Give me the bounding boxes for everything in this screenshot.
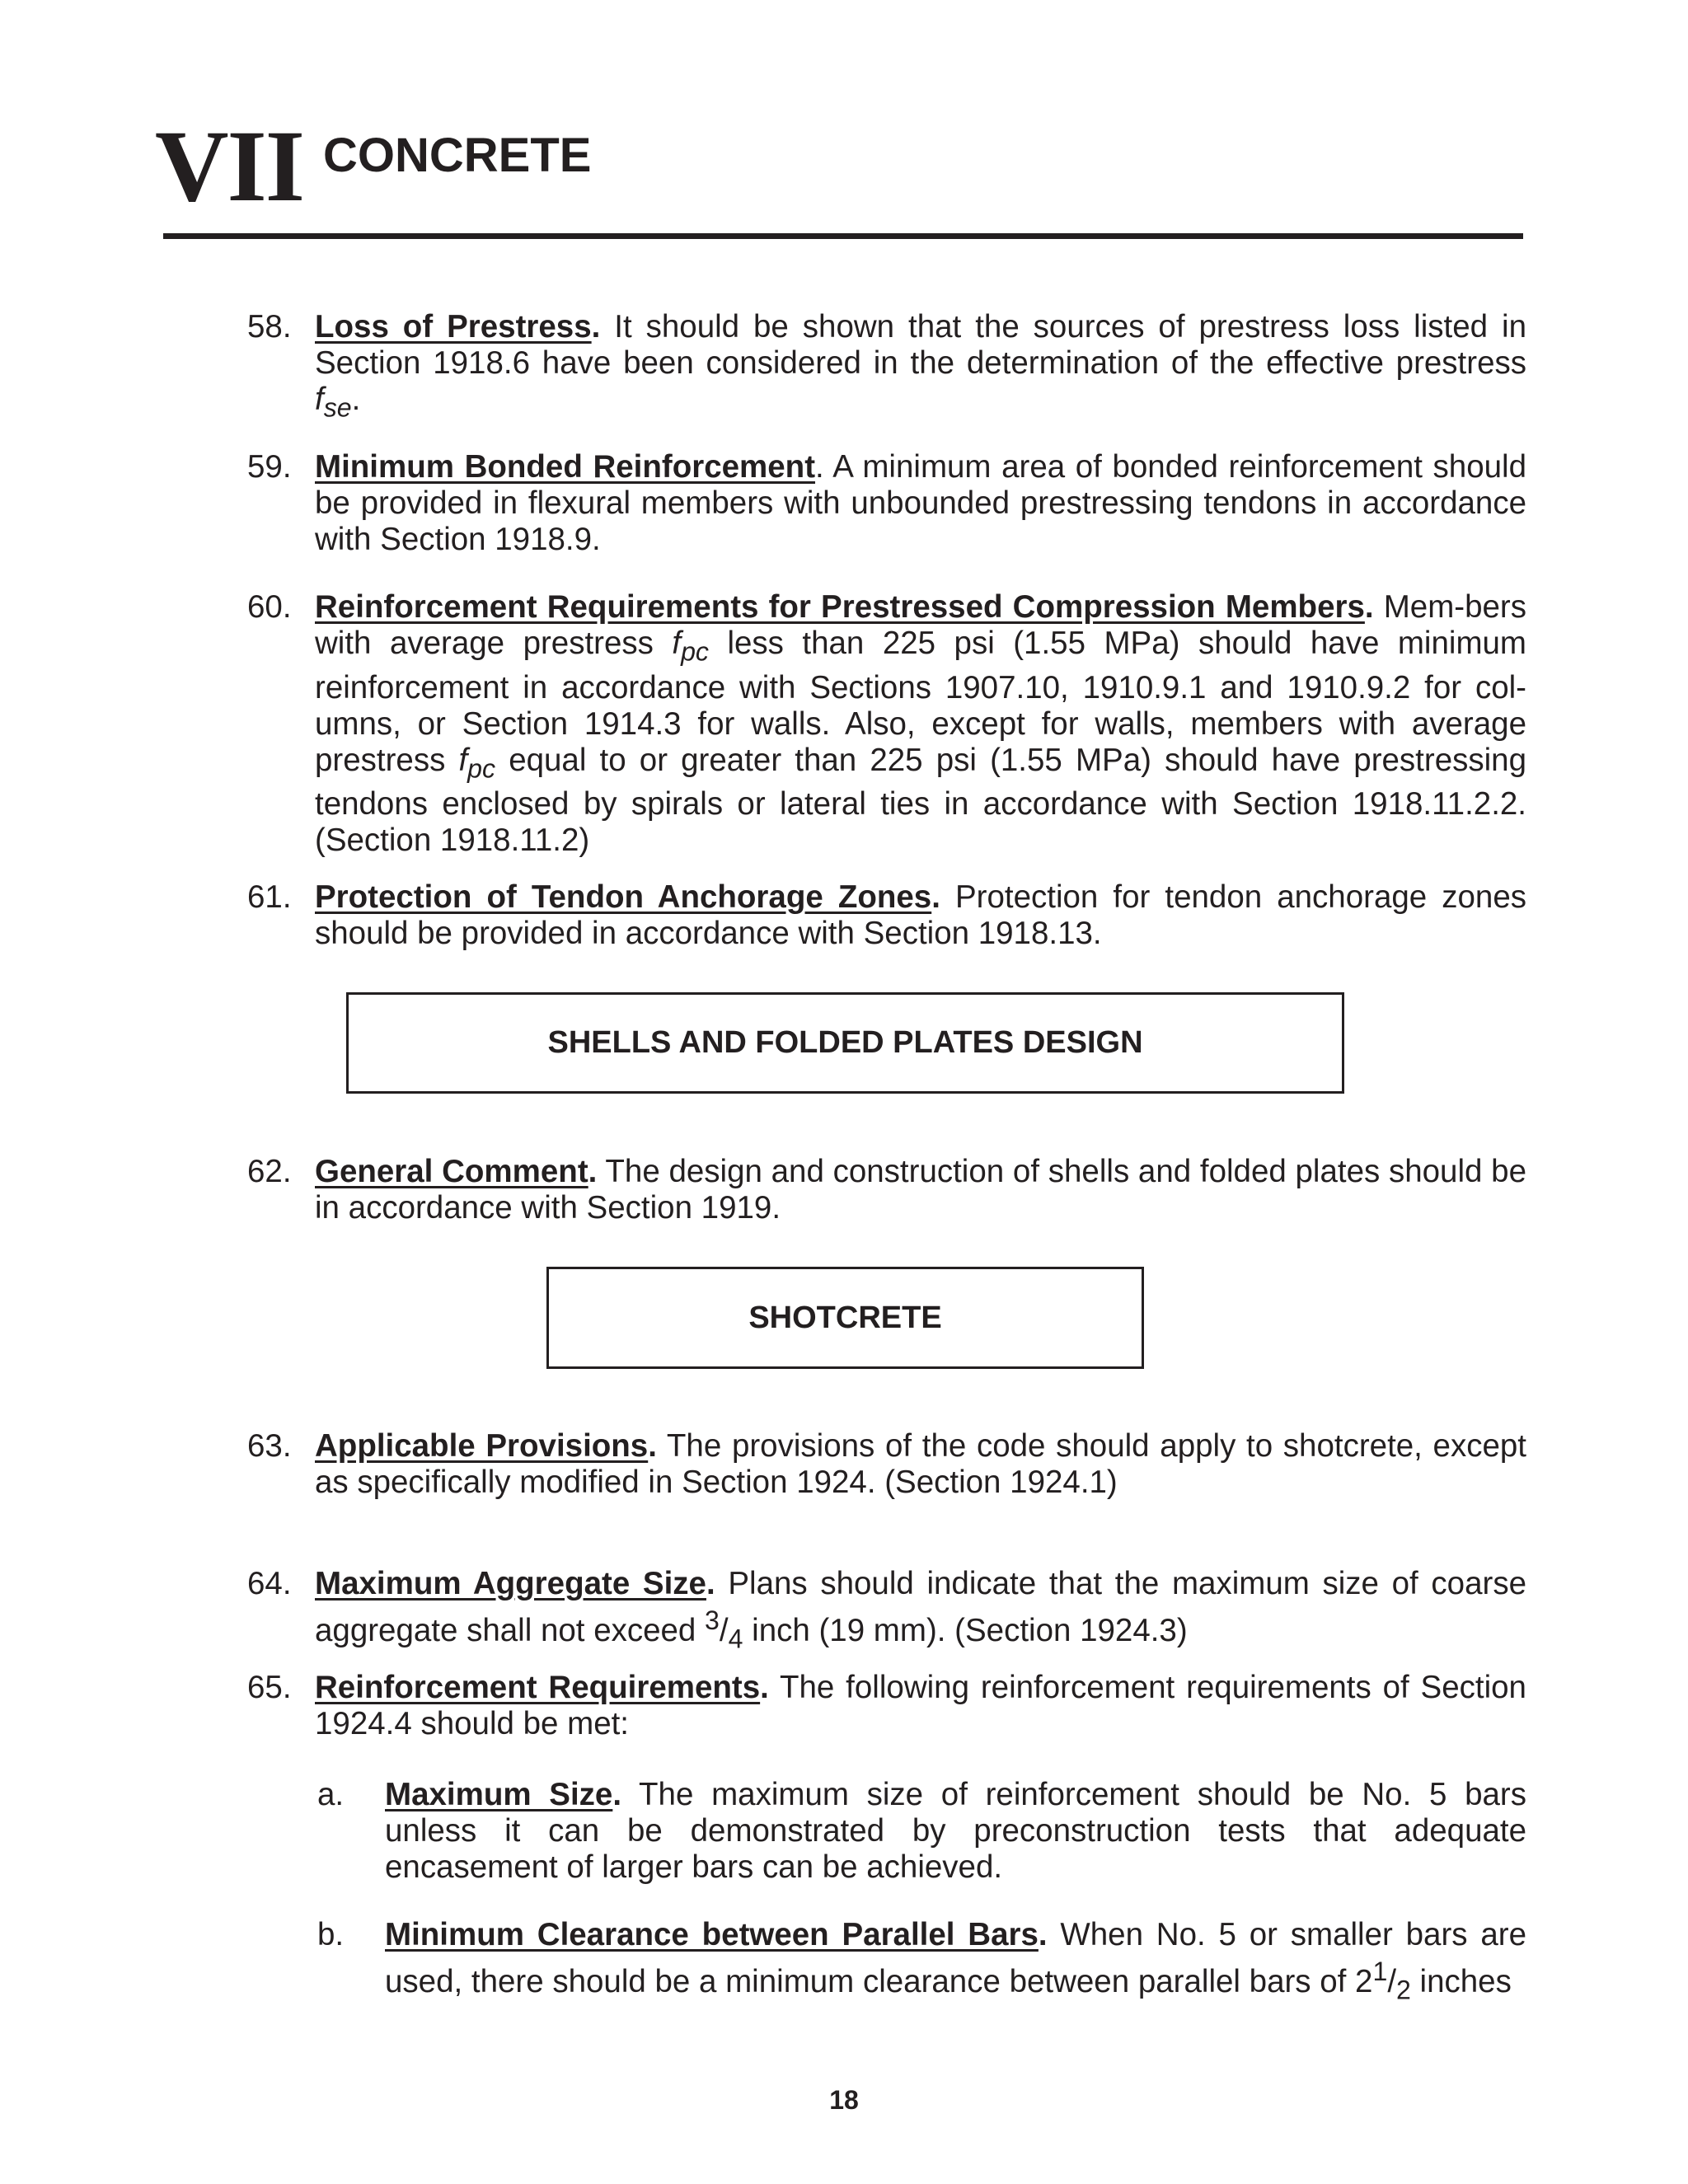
chapter-number: VII — [155, 110, 304, 223]
item-heading: General Comment — [315, 1154, 588, 1189]
subitem-b: b. Minimum Clearance between Parallel Bars. When No. 5 or smaller bars are used, there should be a minimum clearance between parallel bars of $2^1/_2$ inches — [317, 1917, 1526, 2005]
symbol-subscript: se — [323, 392, 352, 423]
item-61: 61. Protection of Tendon Anchorage Zones. Protection for tendon anchorage zones should be provided in accordance with Section 1918.13. — [247, 879, 1526, 951]
page-number: 18 — [829, 2085, 859, 2115]
subitem-heading: Maximum Size — [385, 1777, 613, 1812]
fraction-numerator: 3 — [705, 1605, 720, 1635]
subitem-letter: b. — [317, 1917, 345, 1952]
section-box-shells — [346, 992, 1344, 1094]
item-number: 62. — [247, 1154, 292, 1189]
item-body: Plans should indicate that the maximum size of coarse aggregate shall not exceed — [315, 1566, 1526, 1648]
item-heading: Applicable Provisions — [315, 1428, 649, 1464]
item-number: 58. — [247, 309, 292, 344]
section-box-shotcrete — [546, 1267, 1144, 1369]
item-heading: Maximum Aggregate Size — [315, 1566, 706, 1601]
item-body: The following reinforcement requirements of Section 1924.4 should be met: — [315, 1670, 1526, 1741]
fraction-denominator: 4 — [728, 1624, 743, 1654]
item-63: 63. Applicable Provisions. The provisions of the code should apply to shotcrete, except as specifically modified in Section 1924. (Section 1924.1) — [247, 1428, 1526, 1500]
item-number: 59. — [247, 449, 292, 485]
subitem-a: a. Maximum Size. The maximum size of reinforcement should be No. 5 bars unless it can be demonstrated by preconstruction tests that adequate encasement of larger bars can be achieved. — [317, 1777, 1526, 1885]
item-heading: Protection of Tendon Anchorage Zones — [315, 879, 932, 915]
item-60: 60. Reinforcement Requirements for Prestressed Compression Members. Mem-bers with average prestress $f_{pc}$ less than 225 psi (1.55 MPa) should have minimum reinforcement in accordance with Sections 1907.10, 1910.9.1 and 1910.9.2 for col-umns, or Section 1914.3 for walls. Also, except for walls, members with average prestress $f_{pc}$ equal to or greater than 225 psi (1.55 MPa) should have prestressing tendons enclosed by spirals or lateral ties in accordance with Section 1918.11.2.2. (Section 1918.11.2) — [247, 589, 1526, 859]
item-59: 59. Minimum Bonded Reinforcement. A minimum area of bonded reinforcement should be provided in flexural members with unbounded prestressing tendons in accordance with Section 1918.9. — [247, 449, 1526, 557]
item-body: Protection for tendon anchorage zones should be provided in accordance with Section 1918.13. — [315, 879, 1526, 951]
subitem-body: The maximum size of reinforcement should be No. 5 bars unless it can be demonstrated by preconstruction tests that adequate encasement of larger bars can be achieved. — [385, 1777, 1526, 1885]
subitem-body: When No. 5 or smaller bars are used, there should be a minimum clearance between parallel bars of 2 — [385, 1917, 1526, 1999]
item-heading: Reinforcement Requirements for Prestressed Compression Members — [315, 589, 1365, 625]
item-58: 58. Loss of Prestress. It should be shown that the sources of prestress loss listed in Section 1918.6 have been considered in the determination of the effective prestress $f_{se}$. — [247, 309, 1526, 423]
item-number: 61. — [247, 879, 292, 915]
section-title: SHELLS AND FOLDED PLATES DESIGN — [547, 1025, 1143, 1060]
item-number: 60. — [247, 589, 292, 625]
item-body: The design and construction of shells and folded plates should be in accordance with Section 1919. — [315, 1154, 1526, 1226]
subitem-letter: a. — [317, 1777, 345, 1812]
item-body: It should be shown that the sources of prestress loss listed in Section 1918.6 have been considered in the determination of the effective prestress — [315, 309, 1526, 381]
item-heading: Minimum Bonded Reinforcement — [315, 449, 816, 485]
item-body: A minimum area of bonded reinforcement should be provided in flexural members with unbounded prestressing tendons in accordance with Section 1918.9. — [315, 449, 1526, 557]
item-body: The provisions of the code should apply to shotcrete, except as specifically modified in Section 1924. (Section 1924.1) — [315, 1428, 1526, 1500]
fraction-numerator: 1 — [1372, 1957, 1388, 1986]
header-rule — [163, 233, 1523, 239]
fraction-denominator: 2 — [1396, 1975, 1411, 2005]
item-body: Mem-bers with average prestress — [315, 589, 1526, 661]
chapter-title: CONCRETE — [323, 129, 592, 182]
symbol-f: f — [315, 382, 324, 417]
item-number: 63. — [247, 1428, 292, 1464]
item-64: 64. Maximum Aggregate Size. Plans should indicate that the maximum size of coarse aggregate shall not exceed $^3/_4$ inch (19 mm). (Section 1924.3) — [247, 1566, 1526, 1654]
item-number: 64. — [247, 1566, 292, 1601]
item-heading: Loss of Prestress — [315, 309, 592, 344]
item-number: 65. — [247, 1670, 292, 1705]
subitem-heading: Minimum Clearance between Parallel Bars — [385, 1917, 1039, 1952]
item-62: 62. General Comment. The design and construction of shells and folded plates should be in accordance with Section 1919. — [247, 1154, 1526, 1226]
item-heading: Reinforcement Requirements — [315, 1670, 761, 1705]
item-65: 65. Reinforcement Requirements. The following reinforcement requirements of Section 1924.4 should be met: — [247, 1670, 1526, 1741]
section-title: SHOTCRETE — [748, 1300, 942, 1335]
